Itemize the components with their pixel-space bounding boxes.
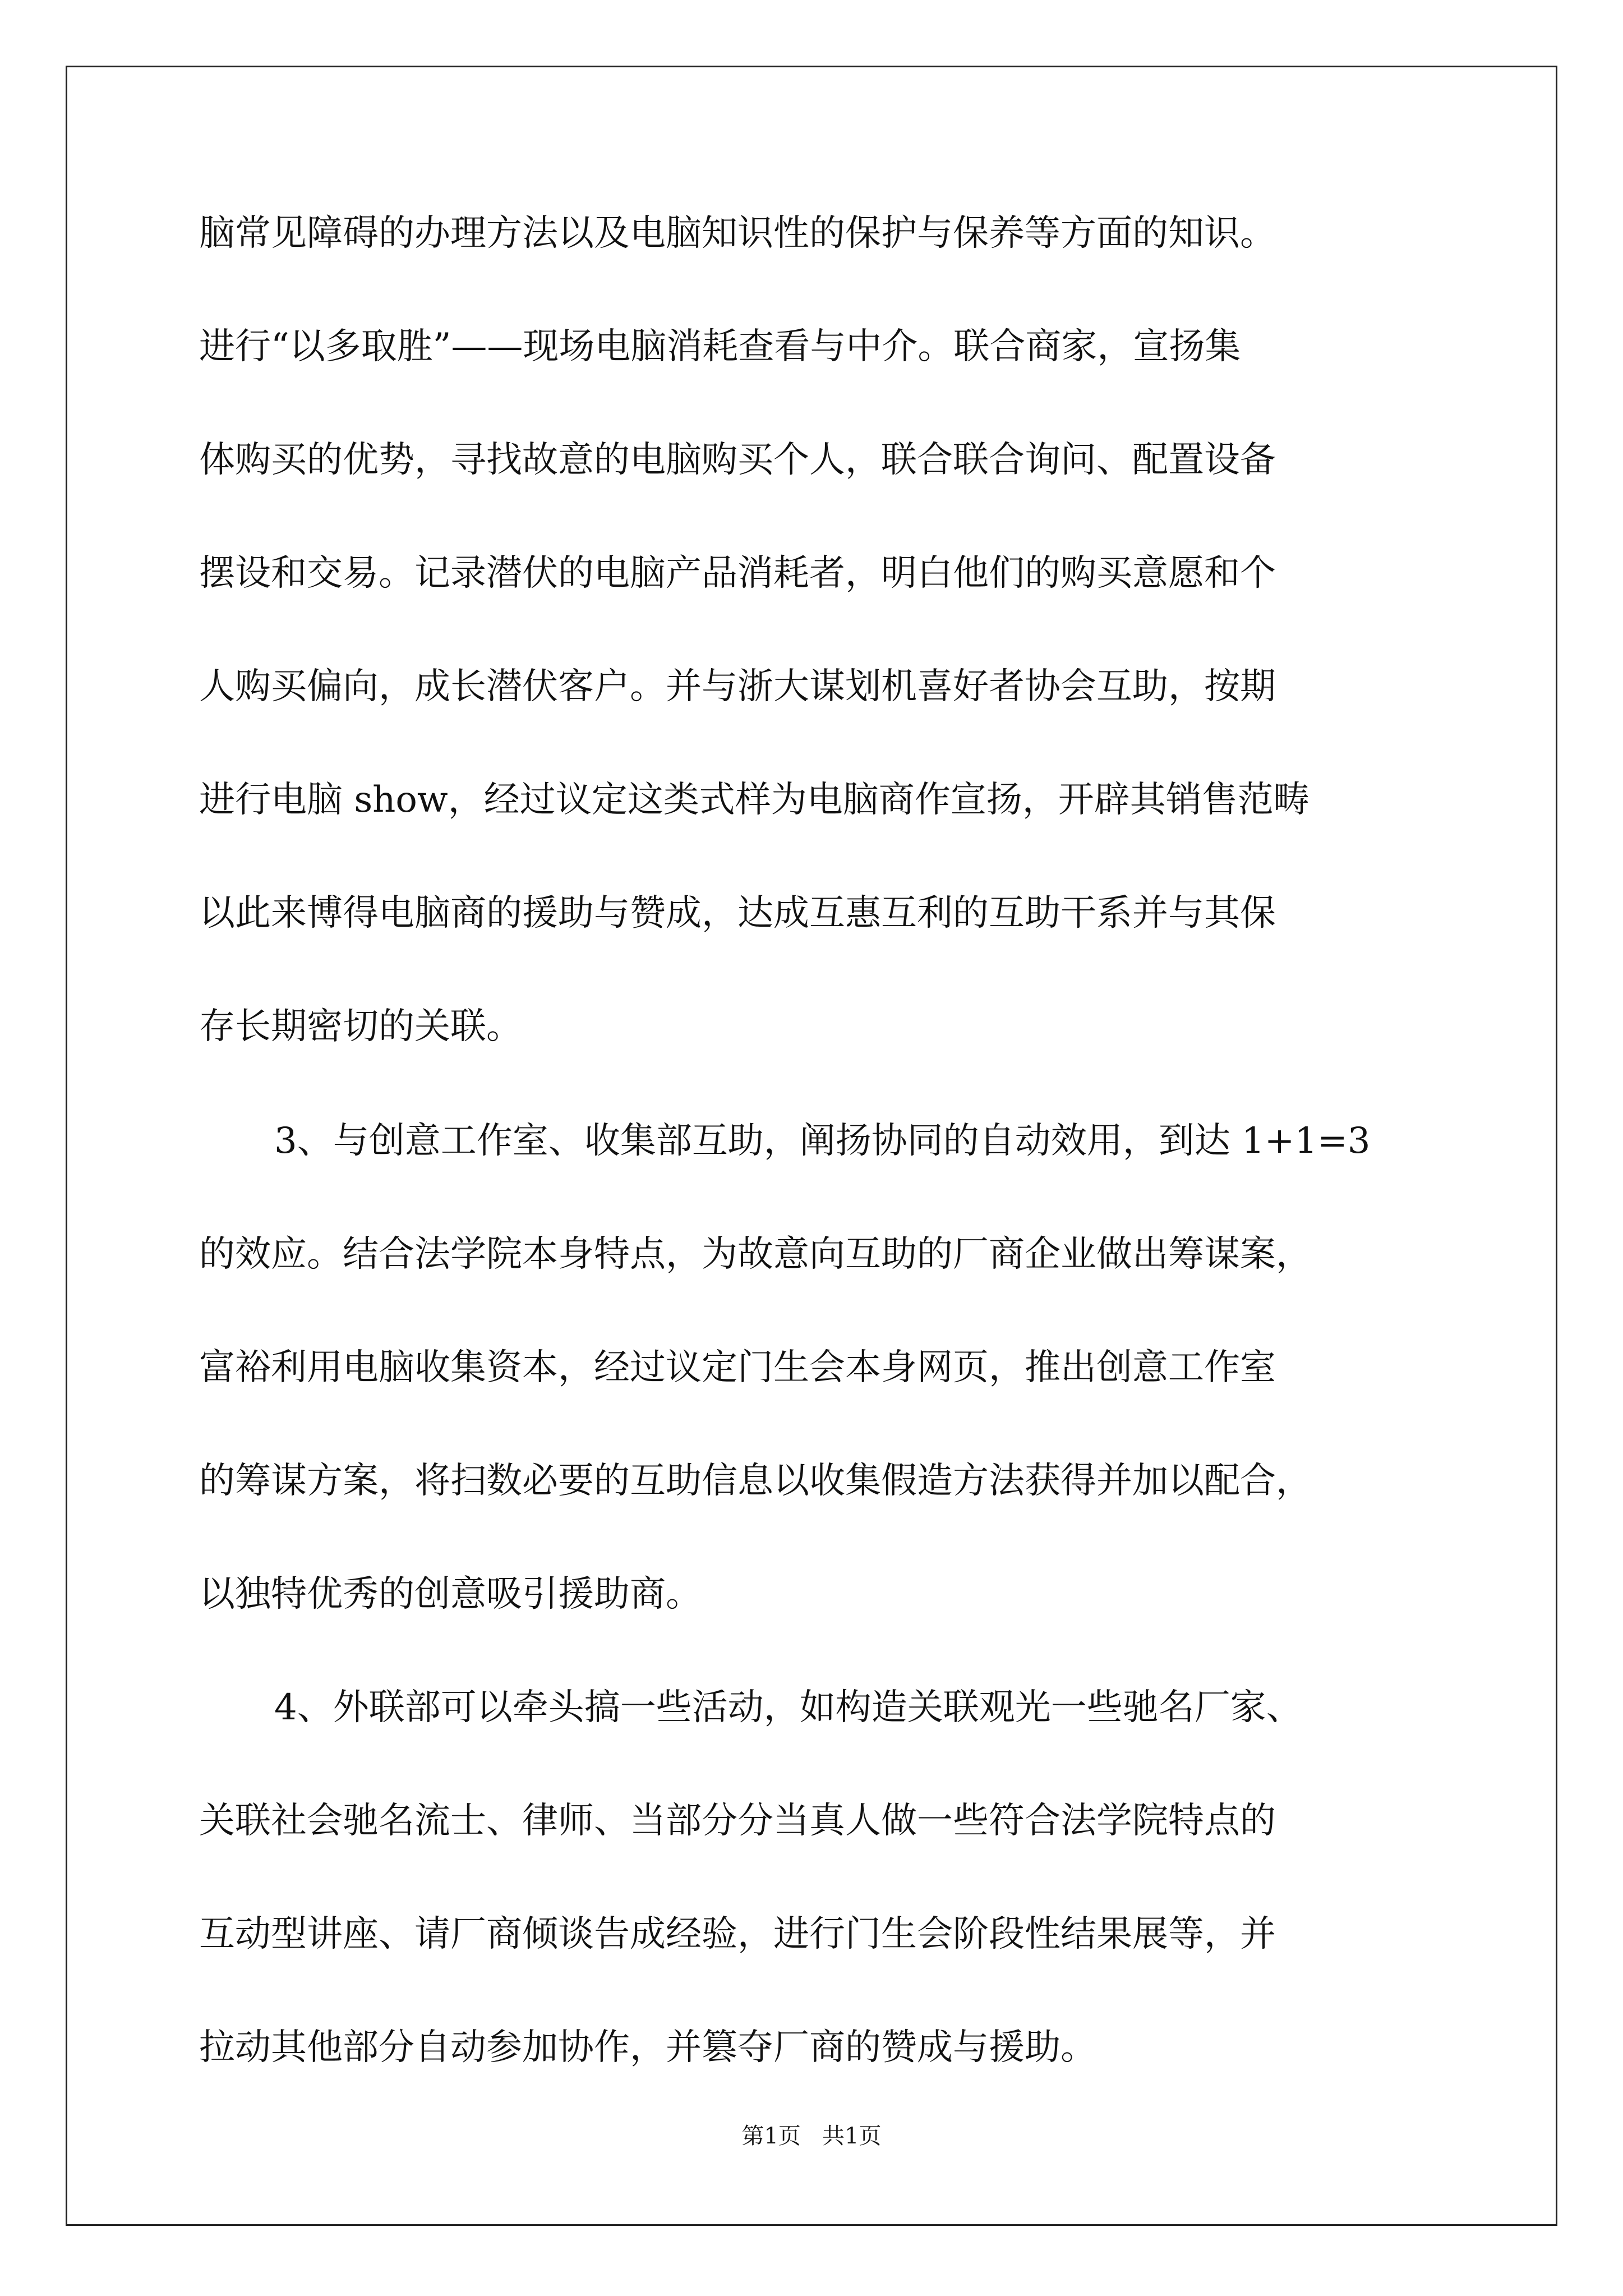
page-number: 第1页 共1页 — [741, 2123, 882, 2149]
text-line: 富裕利用电脑收集资本，经过议定门生会本身网页，推出创意工作室 — [199, 1347, 1276, 1388]
text-line: 关联社会驰名流士、律师、当部分分当真人做一些符合法学院特点的 — [199, 1800, 1276, 1842]
text-line: 互动型讲座、请厂商倾谈告成经验，进行门生会阶段性结果展等，并 — [199, 1913, 1276, 1955]
text-line: 人购买偏向，成长潜伏客户。并与浙大谋划机喜好者协会互助，按期 — [199, 666, 1276, 707]
text-line: 脑常见障碍的办理方法以及电脑知识性的保护与保养等方面的知识。 — [199, 213, 1276, 254]
text-line: 进行电脑 show，经过议定这类式样为电脑商作宣扬，开辟其销售范畴 — [199, 779, 1310, 821]
text-line: 的效应。结合法学院本身特点，为故意向互助的厂商企业做出筹谋案， — [199, 1234, 1312, 1275]
text-line: 以此来博得电脑商的援助与赞成，达成互惠互利的互助干系并与其保 — [199, 892, 1276, 934]
text-line: 拉动其他部分自动参加协作，并篡夺厂商的赞成与援助。 — [199, 2027, 1096, 2068]
paragraph-start-line: 3、与创意工作室、收集部互助，阐扬协同的自动效用，到达 1+1=3 — [274, 1120, 1371, 1162]
text-line: 存长期密切的关联。 — [199, 1006, 522, 1047]
text-line: 的筹谋方案，将扫数必要的互助信息以收集假造方法获得并加以配合， — [199, 1460, 1312, 1502]
text-line: 以独特优秀的创意吸引援助商。 — [199, 1573, 702, 1615]
text-line: 摆设和交易。记录潜伏的电脑产品消耗者，明白他们的购买意愿和个 — [199, 553, 1276, 594]
text-line: 进行“以多取胜”——现场电脑消耗查看与中介。联合商家，宣扬集 — [199, 326, 1241, 367]
paragraph-start-line: 4、外联部可以牵头搞一些活动，如构造关联观光一些驰名厂家、 — [274, 1687, 1302, 1728]
text-line: 体购买的优势，寻找故意的电脑购买个人，联合联合询问、配置设备 — [199, 439, 1276, 481]
